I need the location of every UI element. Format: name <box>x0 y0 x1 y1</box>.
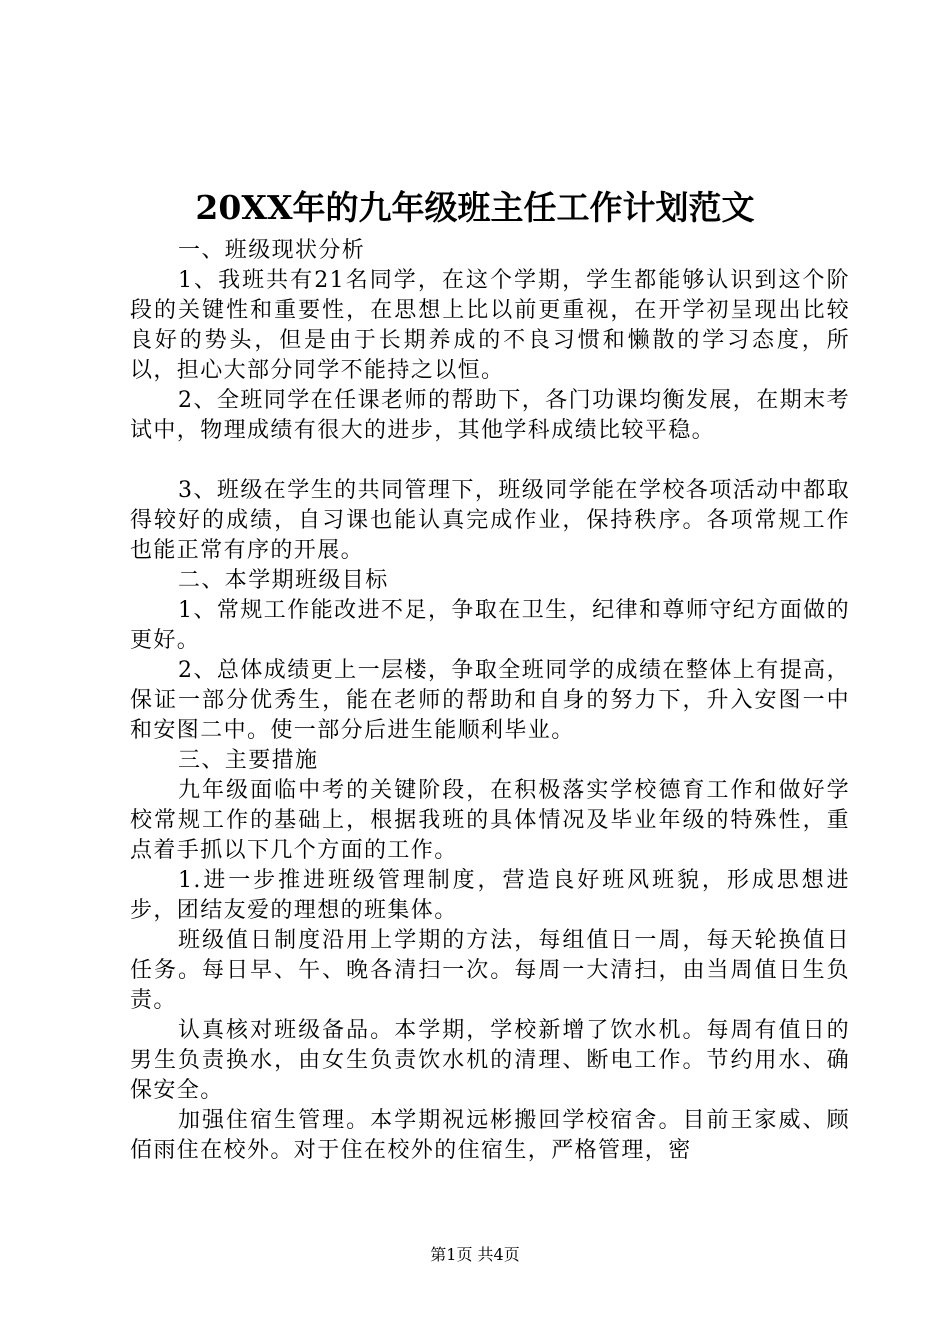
paragraph-gap <box>130 446 850 476</box>
paragraph: 认真核对班级备品。本学期，学校新增了饮水机。每周有值日的男生负责换水，由女生负责饮水机的清理、断电工作。节约用水、确保安全。 <box>130 1018 850 1103</box>
paragraph: 九年级面临中考的关键阶段，在积极落实学校德育工作和做好学校常规工作的基础上，根据我班的具体情况及毕业年级的特殊性，重点着手抓以下几个方面的工作。 <box>130 778 850 863</box>
section-heading-1: 一、班级现状分析 <box>178 238 366 263</box>
section-heading-3: 三、主要措施 <box>178 748 319 773</box>
paragraph: 2、总体成绩更上一层楼，争取全班同学的成绩在整体上有提高，保证一部分优秀生，能在老师的帮助和自身的努力下，升入安图一中和安图二中。使一部分后进生能顺利毕业。 <box>130 658 850 743</box>
paragraph: 加强住宿生管理。本学期祝远彬搬回学校宿舍。目前王家威、顾佰雨住在校外。对于住在校外的住宿生，严格管理，密 <box>130 1108 850 1163</box>
section-heading-2: 二、本学期班级目标 <box>178 568 389 593</box>
document-title: 20XX年的九年级班主任工作计划范文 <box>195 188 755 227</box>
page-footer: 第1页 共4页 <box>430 1245 520 1264</box>
paragraph: 1.进一步推进班级管理制度，营造良好班风班貌，形成思想进步，团结友爱的理想的班集体。 <box>130 868 850 923</box>
paragraph: 1、我班共有21名同学，在这个学期，学生都能够认识到这个阶段的关键性和重要性，在思想上比以前更重视，在开学初呈现出比较良好的势头，但是由于长期养成的不良习惯和懒散的学习态度，所以，担心大部分同学不能持之以恒。 <box>130 268 850 383</box>
paragraph: 3、班级在学生的共同管理下，班级同学能在学校各项活动中都取得较好的成绩，自习课也能认真完成作业，保持秩序。各项常规工作也能正常有序的开展。 <box>130 478 850 563</box>
paragraph: 2、全班同学在任课老师的帮助下，各门功课均衡发展，在期末考试中，物理成绩有很大的进步，其他学科成绩比较平稳。 <box>130 388 850 443</box>
document-body <box>130 236 850 1166</box>
paragraph: 班级值日制度沿用上学期的方法，每组值日一周，每天轮换值日任务。每日早、午、晚各清扫一次。每周一大清扫，由当周值日生负责。 <box>130 928 850 1013</box>
paragraph: 1、常规工作能改进不足，争取在卫生，纪律和尊师守纪方面做的更好。 <box>130 598 850 653</box>
